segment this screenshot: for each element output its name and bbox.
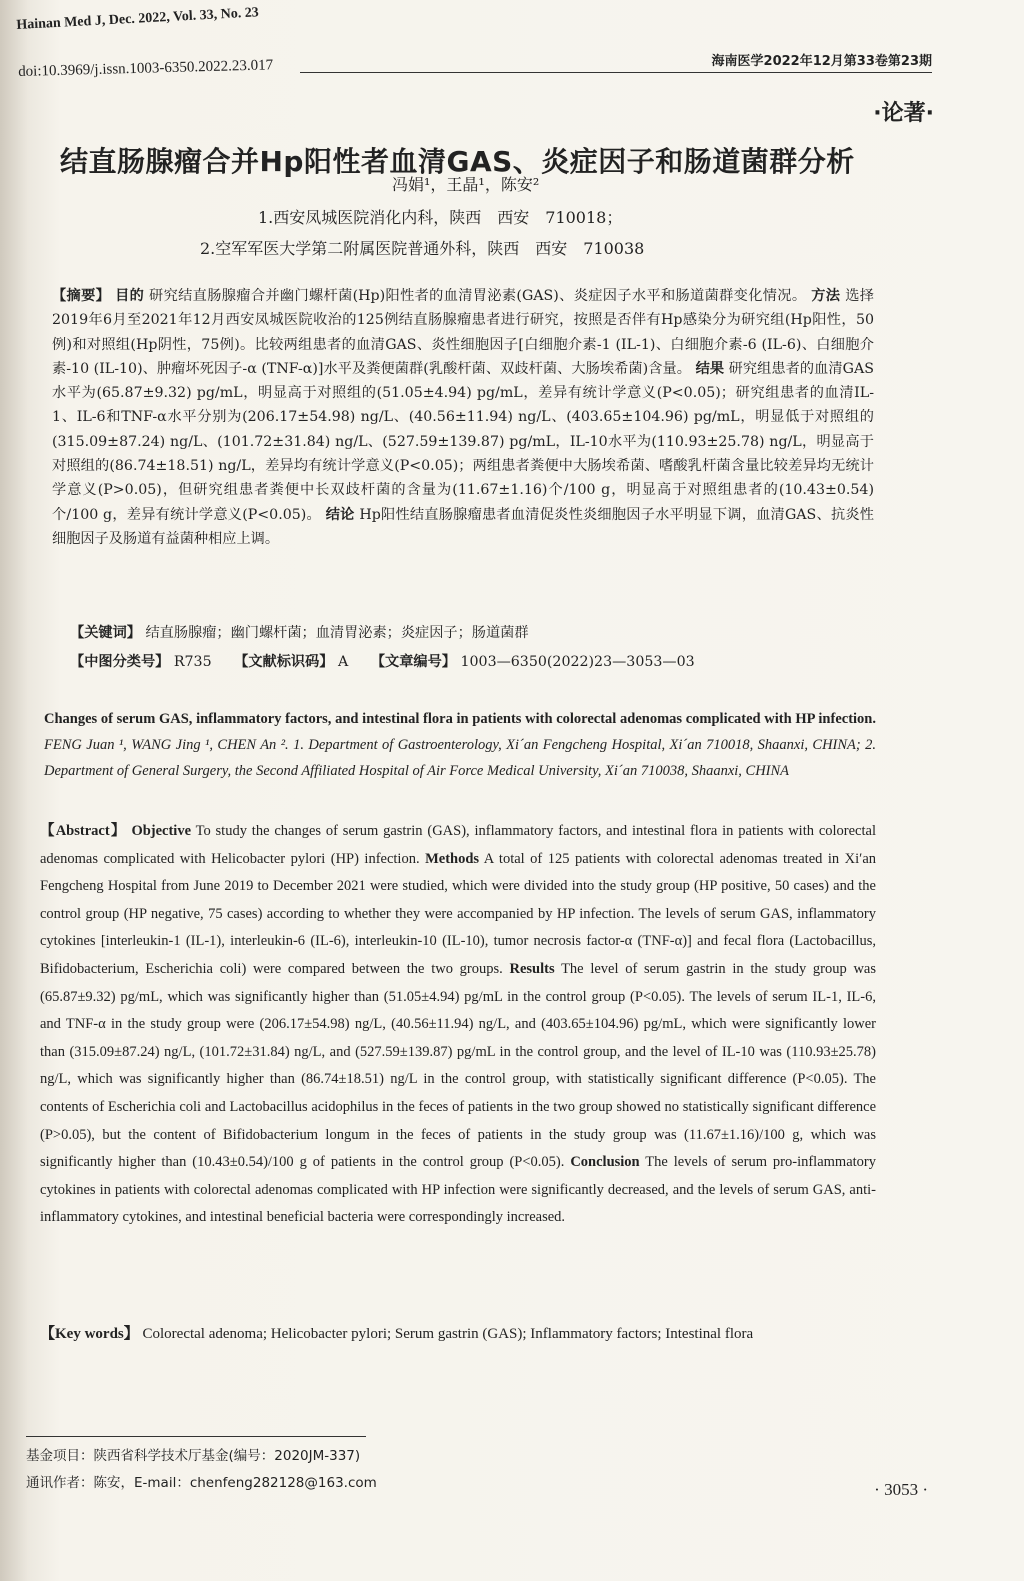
header-rule (300, 72, 932, 73)
classification-row (70, 651, 695, 671)
methods-label: 方法 (811, 288, 841, 304)
en-results-label: Results (509, 960, 555, 977)
journal-header-right: 海南医学2022年12月第33卷第23期 (711, 54, 932, 69)
corresponding-author-note: 通讯作者：陈安，E-mail：chenfeng282128@163.com (26, 1475, 377, 1491)
keywords-label: 【关键词】 (70, 625, 141, 641)
affiliation-1: 1.西安凤城医院消化内科，陕西 西安 710018； (258, 208, 623, 227)
en-keywords-label: 【Key words】 (40, 1326, 139, 1342)
footnote-rule (26, 1436, 366, 1437)
conclusion-text: Hp阳性结直肠腺瘤患者血清促炎性炎细胞因子水平明显下调，血清GAS、抗炎性细胞因子及肠道有益菌种相应上调。 (52, 506, 874, 547)
clc-value: R735 (173, 654, 212, 670)
english-title: Changes of serum GAS, inflammatory factors, and intestinal flora in patients with colorectal adenomas complicated with HP infection. (44, 711, 876, 727)
chinese-keywords (70, 622, 529, 642)
clc-label: 【中图分类号】 (70, 654, 170, 670)
english-affiliations: 1. Department of Gastroenterology, Xi´an Fengcheng Hospital, Xi´an 710018, Shaanxi, CHINA; 2. Department of General Surgery, the Second Affiliated Hospital of Air Force Medical University, Xi´an 710038, Shaanxi, CHINA (44, 737, 877, 779)
english-title-block (44, 706, 876, 784)
page-number: · 3053 · (874, 1480, 928, 1499)
chinese-abstract (52, 284, 874, 551)
results-label: 结果 (695, 360, 725, 377)
results-text: 研究组患者的血清GAS水平为(65.87±9.32) pg/mL，明显高于对照组的(51.05±4.94) pg/mL，差异有统计学意义(P<0.05)；研究组患者的血清IL-1、IL-6和TNF-α水平分别为(206.17±54.98) ng/L、(40.56±11.94) ng/L、(403.65±104.96) pg/mL，明显低于对照组的(315.09±87.24) ng/L、(101.72±31.84) ng/L、(527.59±139.87) pg/mL，IL-10水平为(110.93±25.78) ng/L，明显高于对照组的(86.74±18.51) ng/L，差异均有统计学意义(P<0.05)；两组患者粪便中大肠埃希菌、嗜酸乳杆菌含量比较差异均无统计学意义(P>0.05)，但研究组患者粪便中长双歧杆菌的含量为(11.67±1.16)个/100 g，明显高于对照组患者的(10.43±0.54)个/100 g，差异有统计学意义(P<0.05)。 (52, 360, 874, 523)
en-results-text: The level of serum gastrin in the study group was (65.87±9.32) pg/mL, which was significantly higher than (51.05±4.94) pg/mL in the control group (P<0.05). The levels of serum IL-1, IL-6, and TNF-α in the study group were (206.17±54.98) ng/L, (40.56±11.94) ng/L, and (403.65±104.96) pg/mL, which were significantly lower than (315.09±87.24) ng/L, (101.72±31.84) ng/L, and (527.59±139.87) pg/mL in the control group, and the level of IL-10 was (110.93±25.78) ng/L, which was significantly higher than (86.74±18.51) ng/L in the control group, with statistically significant difference (P<0.05). The contents of Escherichia coli and Lactobacillus acidophilus in the feces of patients in the two group showed no statistically significant difference (P>0.05), but the content of Bifidobacterium longum in the feces of patients in the study group was (11.67±1.16)/100 g, which was significantly higher than (10.43±0.54)/100 g of patients in the control group (P<0.05). (40, 960, 876, 1171)
article-no-label: 【文章编号】 (370, 654, 456, 670)
section-label: ·论著· (873, 101, 934, 126)
doi-line: doi:10.3969/j.issn.1003-6350.2022.23.017 (18, 57, 274, 80)
article-title: 结直肠腺瘤合并Hp阳性者血清GAS、炎症因子和肠道菌群分析 (60, 145, 855, 178)
objective-label: 目的 (115, 288, 145, 304)
en-abstract-label: 【Abstract】 (40, 823, 127, 839)
en-objective-text: To study the changes of serum gastrin (GAS), inflammatory factors, and intestinal flora in patients with colorectal adenomas complicated with Helicobacter pylori (HP) infection. (40, 823, 876, 867)
abstract-label: 【摘要】 (52, 288, 111, 304)
english-authors: FENG Juan ¹, WANG Jing ¹, CHEN An ². (44, 737, 289, 753)
en-keywords-text: Colorectal adenoma; Helicobacter pylori; Serum gastrin (GAS); Inflammatory factors; Intestinal flora (142, 1326, 754, 1342)
author-list: 冯娟¹，王晶¹，陈安² (392, 175, 540, 194)
english-abstract (40, 818, 876, 1232)
en-conclusion-text: The levels of serum pro-inflammatory cytokines in patients with colorectal adenomas complicated with HP infection were significantly decreased, and the levels of serum GAS, anti-inflammatory cytokines, and intestinal beneficial bacteria were correspondingly increased. (40, 1154, 876, 1226)
affiliation-2: 2.空军军医大学第二附属医院普通外科，陕西 西安 710038 (200, 239, 645, 258)
objective-text: 研究结直肠腺瘤合并幽门螺杆菌(Hp)阳性者的血清胃泌素(GAS)、炎症因子水平和肠道菌群变化情况。 (149, 288, 807, 304)
keywords-text: 结直肠腺瘤；幽门螺杆菌；血清胃泌素；炎症因子；肠道菌群 (145, 625, 529, 641)
doc-code-label: 【文献标识码】 (234, 654, 334, 670)
doc-code-value: A (338, 654, 349, 670)
en-methods-text: A total of 125 patients with colorectal adenomas treated in Xi′an Fengcheng Hospital from June 2019 to December 2021 were studied, which were divided into the study group (HP positive, 50 cases) and the control group (HP negative, 75 cases) according to whether they were accompanied by HP infection. The levels of serum GAS, inflammatory cytokines [interleukin-1 (IL-1), interleukin-6 (IL-6), interleukin-10 (IL-10), tumor necrosis factor-α (TNF-α)] and fecal flora (Lactobacillus, Bifidobacterium, Escherichia coli) were compared between the two groups. (40, 850, 877, 977)
english-keywords (40, 1320, 876, 1348)
methods-text: 选择2019年6月至2021年12月西安凤城医院收治的125例结直肠腺瘤患者进行研究，按照是否伴有Hp感染分为研究组(Hp阳性，50例)和对照组(Hp阴性，75例)。比较两组患者的血清GAS、炎性细胞因子[白细胞介素-1 (IL-1)、白细胞介素-6 (IL-6)、白细胞介素-10 (IL-10)、肿瘤坏死因子-α (TNF-α)]水平及粪便菌群(乳酸杆菌、双歧杆菌、大肠埃希菌)含量。 (52, 288, 874, 377)
en-objective-label: Objective (131, 823, 192, 839)
en-methods-label: Methods (425, 850, 480, 867)
funding-note: 基金项目：陕西省科学技术厅基金(编号：2020JM-337) (26, 1448, 361, 1464)
journal-header-left: Hainan Med J, Dec. 2022, Vol. 33, No. 23 (16, 5, 260, 33)
en-conclusion-label: Conclusion (570, 1154, 640, 1171)
conclusion-label: 结论 (325, 506, 355, 523)
article-no-value: 1003—6350(2022)23—3053—03 (460, 654, 695, 670)
